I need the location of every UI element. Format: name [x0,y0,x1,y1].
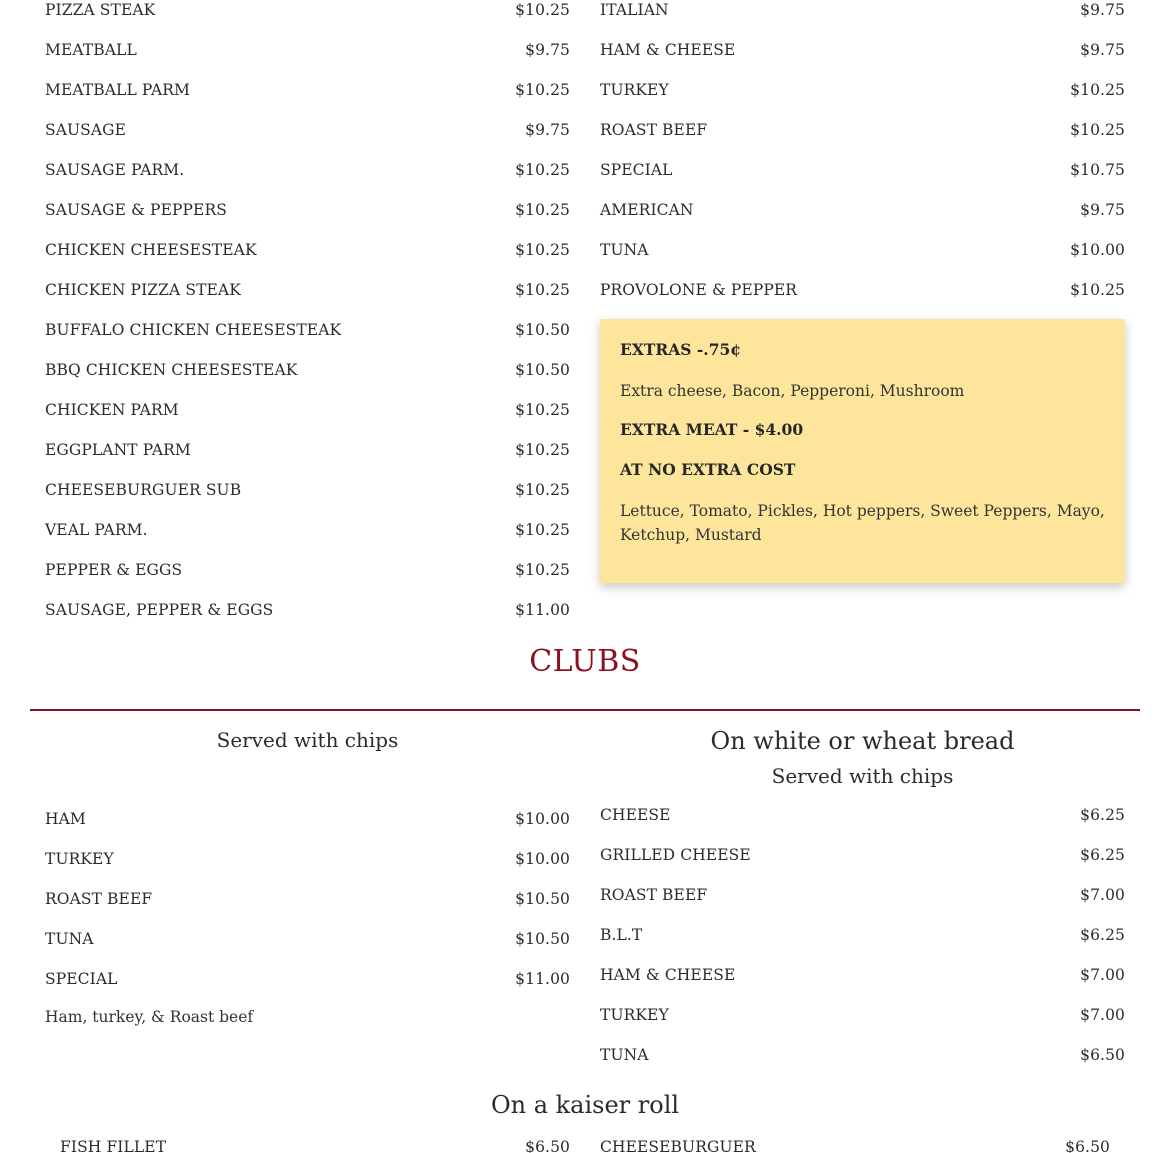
item-price: $6.25 [1080,846,1125,864]
list-item [600,803,1125,827]
list-item [45,518,570,542]
item-name: CHEESE [600,806,671,824]
list-item [45,598,570,622]
clubs-title: CLUBS [529,644,641,679]
list-item [45,238,570,262]
list-item [600,963,1125,987]
list-item [45,78,570,102]
item-name: SPECIAL [600,161,673,179]
item-price: $10.25 [515,241,570,259]
list-item [600,158,1125,182]
item-price: $7.00 [1080,886,1125,904]
list-item [45,807,570,831]
item-name: EGGPLANT PARM [45,441,191,459]
item-price: $10.50 [515,361,570,379]
item-price: $6.50 [1065,1138,1110,1153]
item-name: TURKEY [45,850,114,868]
list-item [45,198,570,222]
item-name: B.L.T [600,926,643,944]
item-price: $10.50 [515,890,570,908]
list-item [45,438,570,462]
list-item [45,398,570,422]
extras-heading: EXTRAS -.75¢ [620,340,742,359]
clubs-right-subtitle: Served with chips [771,764,954,788]
item-price: $10.00 [515,850,570,868]
list-item [600,883,1125,907]
item-price: $11.00 [515,601,570,619]
item-name: TUNA [600,1046,649,1064]
list-item [45,887,570,911]
item-price: $10.50 [515,930,570,948]
item-name: HAM [45,810,86,828]
item-price: $10.25 [1070,81,1125,99]
special-note: Ham, turkey, & Roast beef [45,1008,254,1026]
kaiser-title: On a kaiser roll [490,1091,680,1119]
clubs-right-title: On white or wheat bread [710,727,1015,755]
item-name: CHEESEBURGUER [600,1138,756,1153]
list-item [600,238,1125,262]
item-price: $10.25 [515,521,570,539]
no-extra-cost-items: Lettuce, Tomato, Pickles, Hot peppers, Sweet Peppers, Mayo, Ketchup, Mustard [620,502,1105,544]
item-price: $10.00 [515,810,570,828]
item-name: ROAST BEEF [45,890,153,908]
item-name: FISH FILLET [60,1138,167,1153]
item-price: $10.25 [1070,121,1125,139]
extras-items: Extra cheese, Bacon, Pepperoni, Mushroom [620,382,965,400]
list-item [45,558,570,582]
item-price: $11.00 [515,970,570,988]
list-item [45,478,570,502]
item-price: $9.75 [1080,201,1125,219]
list-item [600,843,1125,867]
item-name: MEATBALL [45,41,137,59]
item-name: CHICKEN PARM [45,401,179,419]
list-item [600,0,1125,22]
clubs-left-subtitle: Served with chips [216,728,399,752]
extra-meat-heading: EXTRA MEAT - $4.00 [620,420,804,439]
item-name: BUFFALO CHICKEN CHEESESTEAK [45,321,342,339]
list-item [600,1135,1110,1153]
item-price: $10.00 [1070,241,1125,259]
list-item [600,118,1125,142]
extras-box [600,319,1125,583]
item-name: VEAL PARM. [45,521,148,539]
item-name: PROVOLONE & PEPPER [600,281,798,299]
item-price: $7.00 [1080,1006,1125,1024]
item-price: $10.25 [515,281,570,299]
no-extra-cost-heading: AT NO EXTRA COST [620,460,796,479]
item-name: TUNA [600,241,649,259]
list-item [600,1043,1125,1067]
item-name: SAUSAGE, PEPPER & EGGS [45,601,274,619]
list-item [600,38,1125,62]
item-price: $10.25 [515,81,570,99]
list-item [600,1003,1125,1027]
item-name: BBQ CHICKEN CHEESESTEAK [45,361,298,379]
item-price: $10.25 [515,441,570,459]
item-price: $9.75 [1080,41,1125,59]
list-item [600,78,1125,102]
item-name: HAM & CHEESE [600,41,736,59]
list-item [45,278,570,302]
list-item [600,278,1125,302]
item-price: $7.00 [1080,966,1125,984]
item-name: SAUSAGE [45,121,127,139]
item-price: $10.25 [515,481,570,499]
item-price: $10.25 [515,201,570,219]
item-name: ITALIAN [600,1,669,19]
section-divider [30,709,1140,711]
item-price: $10.25 [515,1,570,19]
item-name: CHICKEN CHEESESTEAK [45,241,257,259]
list-item [45,318,570,342]
list-item [45,158,570,182]
item-name: MEATBALL PARM [45,81,191,99]
item-price: $9.75 [525,41,570,59]
item-name: ROAST BEEF [600,121,708,139]
item-price: $6.50 [1080,1046,1125,1064]
item-price: $10.25 [515,161,570,179]
item-price: $9.75 [525,121,570,139]
item-price: $10.25 [1070,281,1125,299]
item-price: $6.50 [525,1138,570,1153]
item-price: $10.25 [515,561,570,579]
item-price: $9.75 [1080,1,1125,19]
item-name: AMERICAN [600,201,694,219]
item-price: $6.25 [1080,926,1125,944]
list-item [45,847,570,871]
list-item [600,198,1125,222]
item-name: CHICKEN PIZZA STEAK [45,281,241,299]
item-name: GRILLED CHEESE [600,846,751,864]
item-name: PEPPER & EGGS [45,561,183,579]
item-price: $6.25 [1080,806,1125,824]
list-item [45,358,570,382]
item-price: $10.75 [1070,161,1125,179]
item-name: CHEESEBURGUER SUB [45,481,242,499]
list-item [45,927,570,951]
item-name: TURKEY [600,81,669,99]
item-name: HAM & CHEESE [600,966,736,984]
item-name: TURKEY [600,1006,669,1024]
item-name: SPECIAL [45,970,118,988]
list-item [600,923,1125,947]
item-name: SAUSAGE & PEPPERS [45,201,227,219]
list-item [45,38,570,62]
list-item [45,0,570,22]
item-name: ROAST BEEF [600,886,708,904]
item-price: $10.50 [515,321,570,339]
list-item [45,118,570,142]
item-name: TUNA [45,930,94,948]
item-price: $10.25 [515,401,570,419]
list-item [60,1135,570,1153]
list-item [45,967,570,991]
item-name: PIZZA STEAK [45,1,156,19]
item-name: SAUSAGE PARM. [45,161,185,179]
